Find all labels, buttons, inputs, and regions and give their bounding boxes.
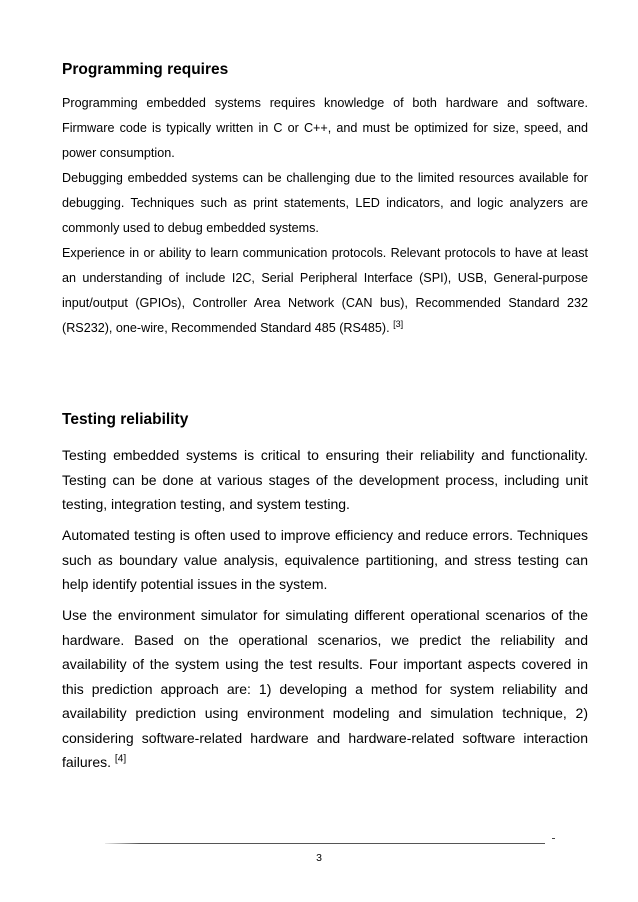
paragraph-text: Use the environment simulator for simulating different operational scenarios of the hardware. Based on the operational scenarios, we predict the reliability and availability of the system using the test results. Four important aspects covered in this prediction approach are: 1) developing a method for system reliability and availability prediction using environment modeling and simulation technique, 2) considering software-related hardware and hardware-related software interaction failures. (62, 607, 588, 770)
paragraph-testing-3 (62, 603, 588, 775)
section-heading-programming: Programming requires (62, 61, 229, 78)
paragraph-programming-1: Programming embedded systems requires knowledge of both hardware and software. Firmware code is typically written in C or C++, and must be optimized for size, speed, and power consumption. (62, 96, 588, 160)
paragraph-testing-1: Testing embedded systems is critical to ensuring their reliability and functionality. Testing can be done at various stages of the development process, including unit testing, integration testing, and system testing. (62, 447, 588, 512)
citation-reference: [4] (114, 753, 127, 765)
citation-reference: [3] (393, 319, 404, 330)
paragraph-programming-2: Debugging embedded systems can be challenging due to the limited resources available for debugging. Techniques such as print statements, LED indicators, and logic analyzers are commonly used to debug embedded systems. (62, 171, 588, 235)
page-number: 3 (316, 852, 322, 864)
paragraph-text: Experience in or ability to learn communication protocols. Relevant protocols to have at least an understanding of include I2C, Serial Peripheral Interface (SPI), USB, General-purpose input/output (GPIOs), Controller Area Network (CAN bus), Recommended Standard 232 (RS232), one-wire, Recommended Standard 485 (RS485). (62, 246, 588, 335)
section-heading-testing: Testing reliability (62, 411, 189, 428)
footer-divider (105, 843, 545, 844)
footer-mark (552, 838, 555, 839)
paragraph-testing-2: Automated testing is often used to improve efficiency and reduce errors. Techniques such as boundary value analysis, equivalence partitioning, and stress testing can help identify potential issues in the system. (62, 527, 588, 592)
paragraph-programming-3 (62, 241, 588, 341)
footer-divider-fade (100, 842, 140, 845)
